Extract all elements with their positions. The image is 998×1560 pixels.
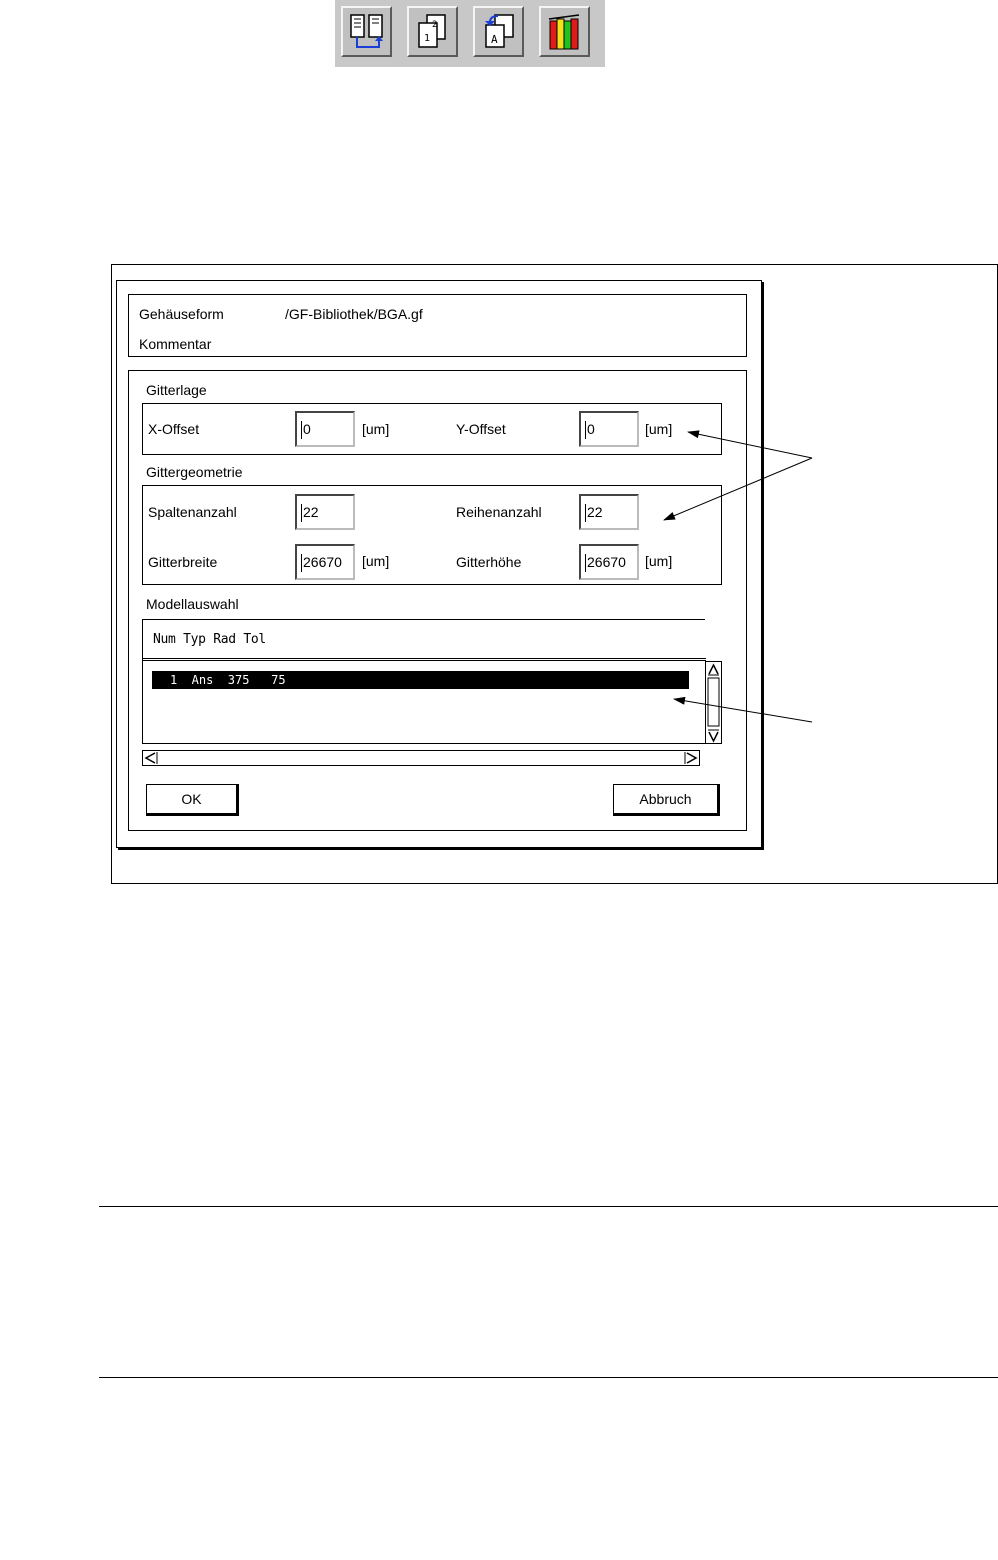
spaltenanzahl-input[interactable]: 22: [295, 494, 355, 530]
horizontal-rule: [99, 1377, 998, 1378]
gittergeometrie-title: Gittergeometrie: [146, 464, 243, 480]
gitterbreite-unit: [um]: [362, 553, 390, 569]
svg-text:2: 2: [432, 20, 438, 30]
x-offset-unit: [um]: [362, 421, 390, 437]
cancel-button[interactable]: Abbruch: [613, 784, 720, 816]
svg-text:A: A: [491, 33, 498, 46]
svg-text:1: 1: [424, 33, 431, 44]
gitterbreite-label: Gitterbreite: [148, 554, 218, 570]
reihenanzahl-label: Reihenanzahl: [456, 504, 542, 520]
gitterlage-title: Gitterlage: [146, 382, 207, 398]
gehaeuseform-label: Gehäuseform: [139, 306, 224, 322]
y-offset-input[interactable]: 0: [579, 411, 639, 447]
x-offset-label: X-Offset: [148, 421, 200, 437]
gitterhoehe-unit: [um]: [645, 553, 673, 569]
horizontal-rule: [99, 1206, 998, 1207]
x-offset-input[interactable]: 0: [295, 411, 355, 447]
kommentar-label: Kommentar: [139, 336, 212, 352]
gehaeuseform-value: /GF-Bibliothek/BGA.gf: [285, 306, 423, 322]
y-offset-unit: [um]: [645, 421, 673, 437]
annotation-arrow-rows: [664, 458, 812, 520]
annotation-arrow-model: [674, 699, 812, 722]
model-list-header: Num Typ Rad Tol: [153, 632, 266, 647]
spaltenanzahl-label: Spaltenanzahl: [148, 504, 237, 520]
ok-button[interactable]: OK: [146, 784, 239, 816]
modellauswahl-title: Modellauswahl: [146, 596, 239, 612]
gitterhoehe-label: Gitterhöhe: [456, 554, 522, 570]
gitterhoehe-input[interactable]: 26670: [579, 544, 639, 580]
annotation-arrow-offset: [688, 432, 812, 458]
reihenanzahl-input[interactable]: 22: [579, 494, 639, 530]
y-offset-label: Y-Offset: [456, 421, 506, 437]
gitterbreite-input[interactable]: 26670: [295, 544, 355, 580]
model-list-row-text: 1 Ans 375 75: [170, 673, 286, 687]
